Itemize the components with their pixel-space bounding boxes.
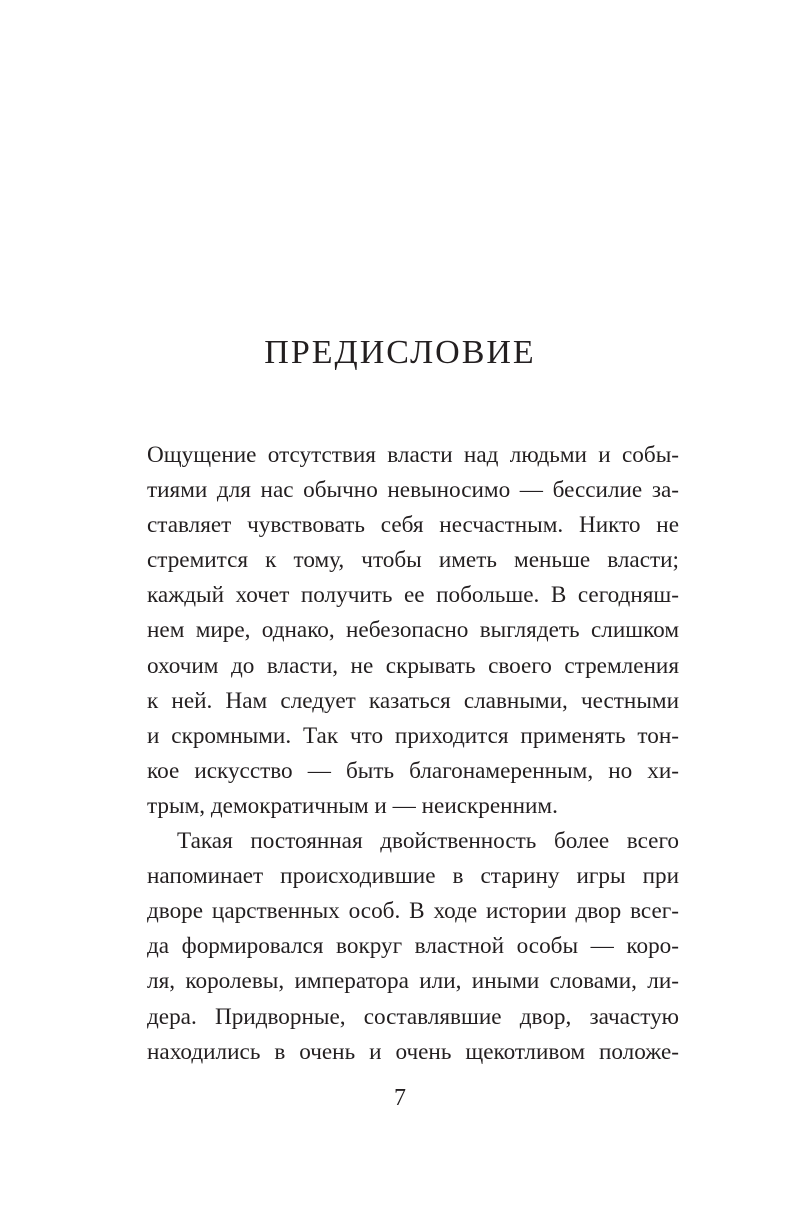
text-line: Ощущение отсутствия власти над людьми и собы- — [147, 442, 679, 468]
text-line: Такая постоянная двойственность более всего — [177, 828, 679, 855]
page-number: 7 — [394, 1085, 406, 1111]
text-line: каждый хочет получить ее побольше. В сегодняш- — [147, 582, 679, 609]
paragraph-1 — [147, 438, 679, 824]
text-line: находились в очень и очень щекотливом положе- — [147, 1038, 679, 1065]
text-line: и скромными. Так что приходится применять тон- — [147, 722, 679, 749]
text-line: к ней. Нам следует казаться славными, честными — [147, 687, 679, 714]
text-line: трым, демократичным и — неискренним. — [147, 792, 558, 819]
text-line: тиями для нас обычно невыносимо — бессилие за- — [147, 477, 679, 504]
text-line: напоминает происходившие в старину игры при — [147, 863, 679, 890]
text-line: дера. Придворные, составлявшие двор, зачастую — [147, 1003, 679, 1030]
text-line: охочим до власти, не скрывать своего стремления — [147, 652, 679, 679]
text-line: ля, королевы, императора или, иными словами, ли- — [147, 968, 679, 995]
text-line: да формировался вокруг властной особы — коро- — [147, 933, 679, 960]
text-line: дворе царственных особ. В ходе истории двор всег- — [147, 898, 679, 925]
text-line: стремится к тому, чтобы иметь меньше власти; — [147, 547, 679, 574]
text-line: кое искусство — быть благонамеренным, но хи- — [147, 757, 679, 784]
paragraph-2 — [147, 824, 679, 1070]
chapter-title: ПРЕДИСЛОВИЕ — [264, 334, 536, 371]
body-text — [147, 438, 679, 1070]
text-line: ставляет чувствовать себя несчастным. Никто не — [147, 512, 679, 539]
text-line: нем мире, однако, небезопасно выглядеть слишком — [147, 617, 679, 644]
